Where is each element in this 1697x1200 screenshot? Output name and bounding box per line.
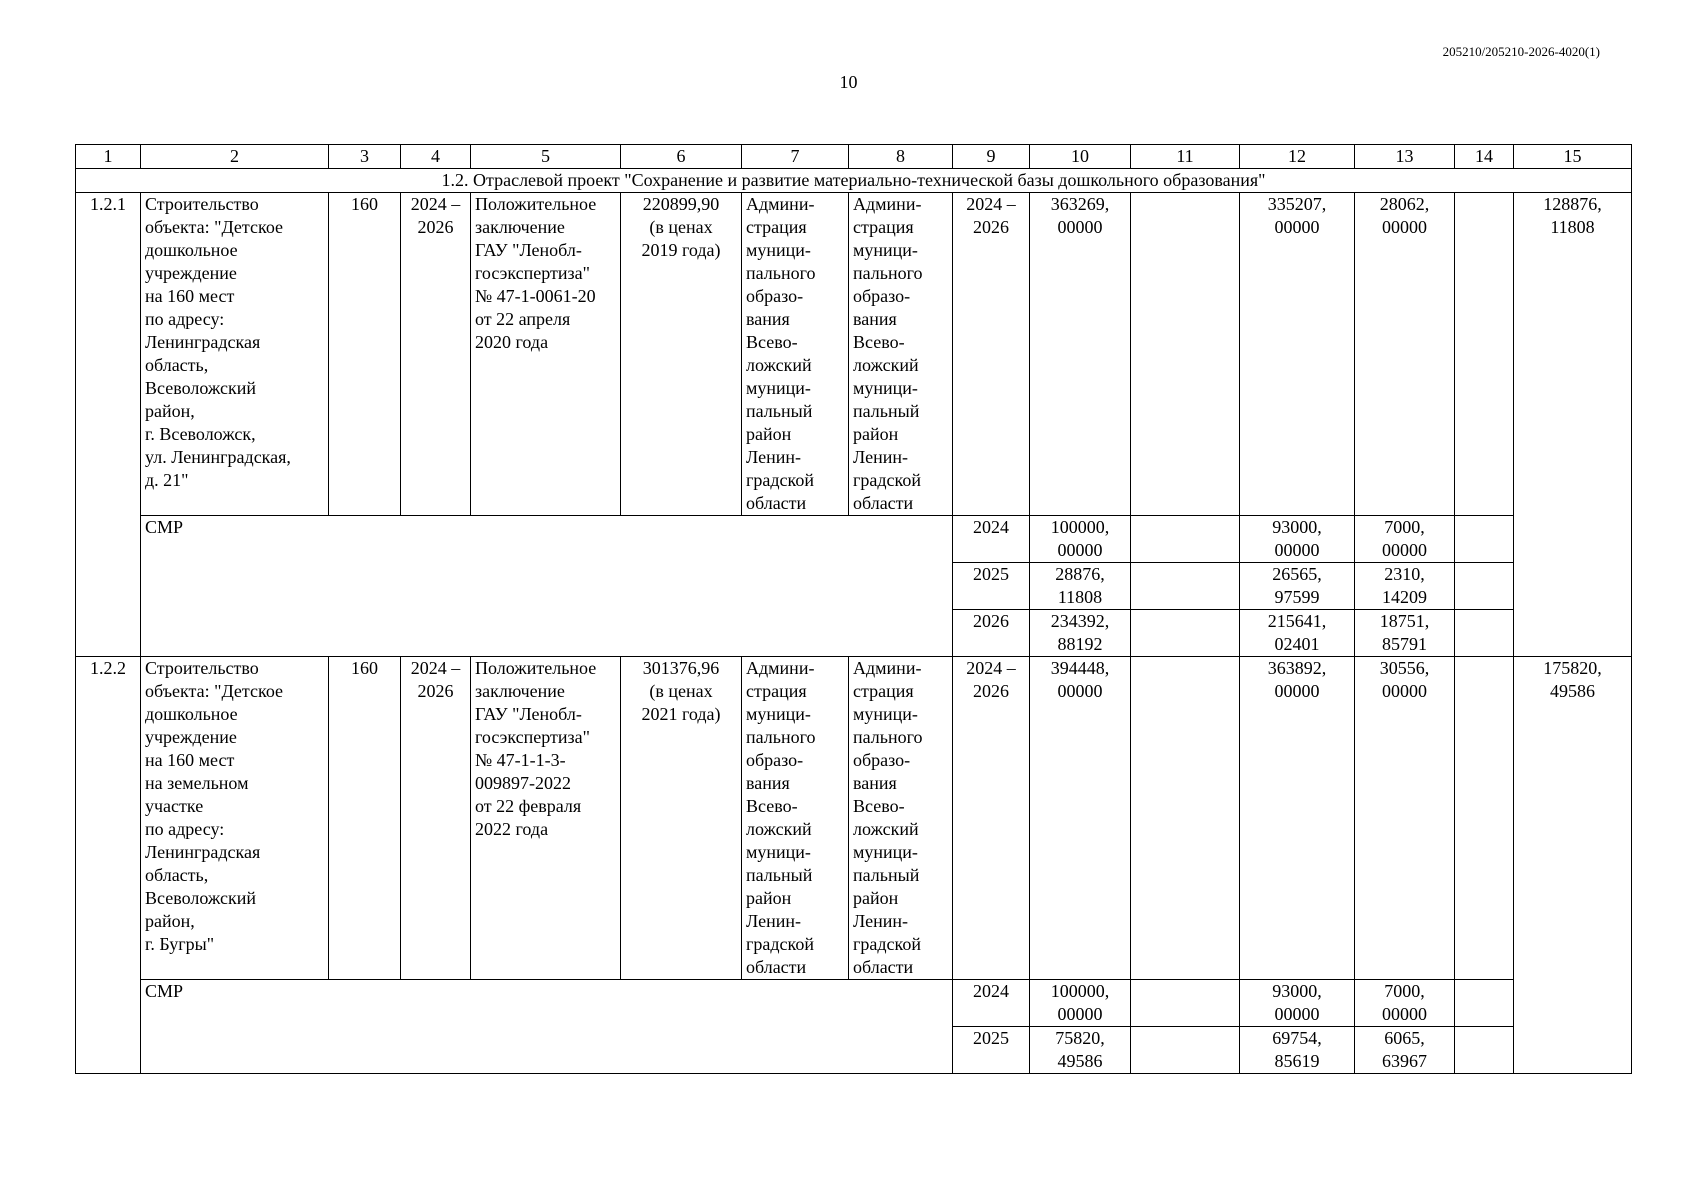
smr-total: 100000, 00000 <box>1030 980 1131 1027</box>
item-number: 1.2.2 <box>76 657 141 1074</box>
column-header: 12 <box>1240 145 1355 169</box>
smr-year: 2024 <box>953 516 1030 563</box>
smr-total: 28876, 11808 <box>1030 563 1131 610</box>
smr-col13: 18751, 85791 <box>1355 610 1455 657</box>
column-header: 15 <box>1514 145 1632 169</box>
smr-year: 2025 <box>953 1027 1030 1074</box>
table-row <box>76 193 1632 516</box>
years-cell: 2024 – 2026 <box>953 657 1030 980</box>
column-header: 10 <box>1030 145 1131 169</box>
column-header: 9 <box>953 145 1030 169</box>
smr-col14 <box>1455 980 1514 1027</box>
smr-year: 2024 <box>953 980 1030 1027</box>
column-header: 2 <box>141 145 329 169</box>
smr-year: 2025 <box>953 563 1030 610</box>
col15-cell: 128876, 11808 <box>1514 193 1632 657</box>
table-row <box>76 980 1632 1027</box>
smr-col11 <box>1131 563 1240 610</box>
col13-cell: 30556, 00000 <box>1355 657 1455 980</box>
column-header: 5 <box>471 145 621 169</box>
smr-col13: 2310, 14209 <box>1355 563 1455 610</box>
column-header: 7 <box>742 145 849 169</box>
period-cell: 2024 – 2026 <box>401 657 471 980</box>
column-header: 8 <box>849 145 953 169</box>
column-header: 4 <box>401 145 471 169</box>
smr-col12: 215641, 02401 <box>1240 610 1355 657</box>
smr-col14 <box>1455 1027 1514 1074</box>
col11-cell <box>1131 193 1240 516</box>
estimated-cost-cell: 301376,96 (в ценах 2021 года) <box>621 657 742 980</box>
col11-cell <box>1131 657 1240 980</box>
section-title: 1.2. Отраслевой проект "Сохранение и развитие материально-технической базы дошкольного образования" <box>76 169 1632 193</box>
column-number-row <box>76 145 1632 169</box>
smr-total: 234392, 88192 <box>1030 610 1131 657</box>
period-cell: 2024 – 2026 <box>401 193 471 516</box>
smr-col13: 6065, 63967 <box>1355 1027 1455 1074</box>
column-header: 11 <box>1131 145 1240 169</box>
col13-cell: 28062, 00000 <box>1355 193 1455 516</box>
executor-cell: Админи- страция муници- пального образо- вания Всево- ложский муници- пальный район Ленин- градской области <box>849 657 953 980</box>
col14-cell <box>1455 193 1514 516</box>
total-cell: 363269, 00000 <box>1030 193 1131 516</box>
smr-col13: 7000, 00000 <box>1355 980 1455 1027</box>
document-number: 205210/205210-2026-4020(1) <box>1442 44 1600 59</box>
smr-col12: 26565, 97599 <box>1240 563 1355 610</box>
expert-conclusion-cell: Положительное заключение ГАУ "Ленобл- госэкспертиза" № 47-1-1-3- 009897-2022 от 22 февраля 2022 года <box>471 657 621 980</box>
smr-col11 <box>1131 610 1240 657</box>
col12-cell: 335207, 00000 <box>1240 193 1355 516</box>
smr-col11 <box>1131 980 1240 1027</box>
col12-cell: 363892, 00000 <box>1240 657 1355 980</box>
section-title-row <box>76 169 1632 193</box>
table-row <box>76 516 1632 563</box>
col14-cell <box>1455 657 1514 980</box>
column-header: 14 <box>1455 145 1514 169</box>
col15-cell: 175820, 49586 <box>1514 657 1632 1074</box>
program-table <box>75 144 1632 1074</box>
smr-col14 <box>1455 516 1514 563</box>
smr-col12: 69754, 85619 <box>1240 1027 1355 1074</box>
object-description: Строительство объекта: "Детское дошкольное учреждение на 160 мест на земельном участке по адресу: Ленинградская область, Всеволожский район, г. Бугры" <box>141 657 329 980</box>
executor-cell: Админи- страция муници- пального образо- вания Всево- ложский муници- пальный район Ленин- градской области <box>849 193 953 516</box>
smr-year: 2026 <box>953 610 1030 657</box>
capacity-cell: 160 <box>329 657 401 980</box>
object-description: Строительство объекта: "Детское дошкольное учреждение на 160 мест по адресу: Ленинградская область, Всеволожский район, г. Всеволожск, ул. Ленинградская, д. 21" <box>141 193 329 516</box>
smr-col12: 93000, 00000 <box>1240 980 1355 1027</box>
item-number: 1.2.1 <box>76 193 141 657</box>
smr-label: СМР <box>141 516 953 657</box>
smr-col14 <box>1455 563 1514 610</box>
years-cell: 2024 – 2026 <box>953 193 1030 516</box>
smr-col14 <box>1455 610 1514 657</box>
smr-col13: 7000, 00000 <box>1355 516 1455 563</box>
smr-col11 <box>1131 1027 1240 1074</box>
smr-col12: 93000, 00000 <box>1240 516 1355 563</box>
column-header: 6 <box>621 145 742 169</box>
table-row <box>76 657 1632 980</box>
column-header: 3 <box>329 145 401 169</box>
total-cell: 394448, 00000 <box>1030 657 1131 980</box>
smr-label: СМР <box>141 980 953 1074</box>
smr-total: 75820, 49586 <box>1030 1027 1131 1074</box>
column-header: 13 <box>1355 145 1455 169</box>
expert-conclusion-cell: Положительное заключение ГАУ "Ленобл- госэкспертиза" № 47-1-0061-20 от 22 апреля 2020 года <box>471 193 621 516</box>
estimated-cost-cell: 220899,90 (в ценах 2019 года) <box>621 193 742 516</box>
page-number: 10 <box>839 72 858 92</box>
smr-col11 <box>1131 516 1240 563</box>
customer-cell: Админи- страция муници- пального образо- вания Всево- ложский муници- пальный район Ленин- градской области <box>742 657 849 980</box>
smr-total: 100000, 00000 <box>1030 516 1131 563</box>
column-header: 1 <box>76 145 141 169</box>
capacity-cell: 160 <box>329 193 401 516</box>
customer-cell: Админи- страция муници- пального образо- вания Всево- ложский муници- пальный район Ленин- градской области <box>742 193 849 516</box>
